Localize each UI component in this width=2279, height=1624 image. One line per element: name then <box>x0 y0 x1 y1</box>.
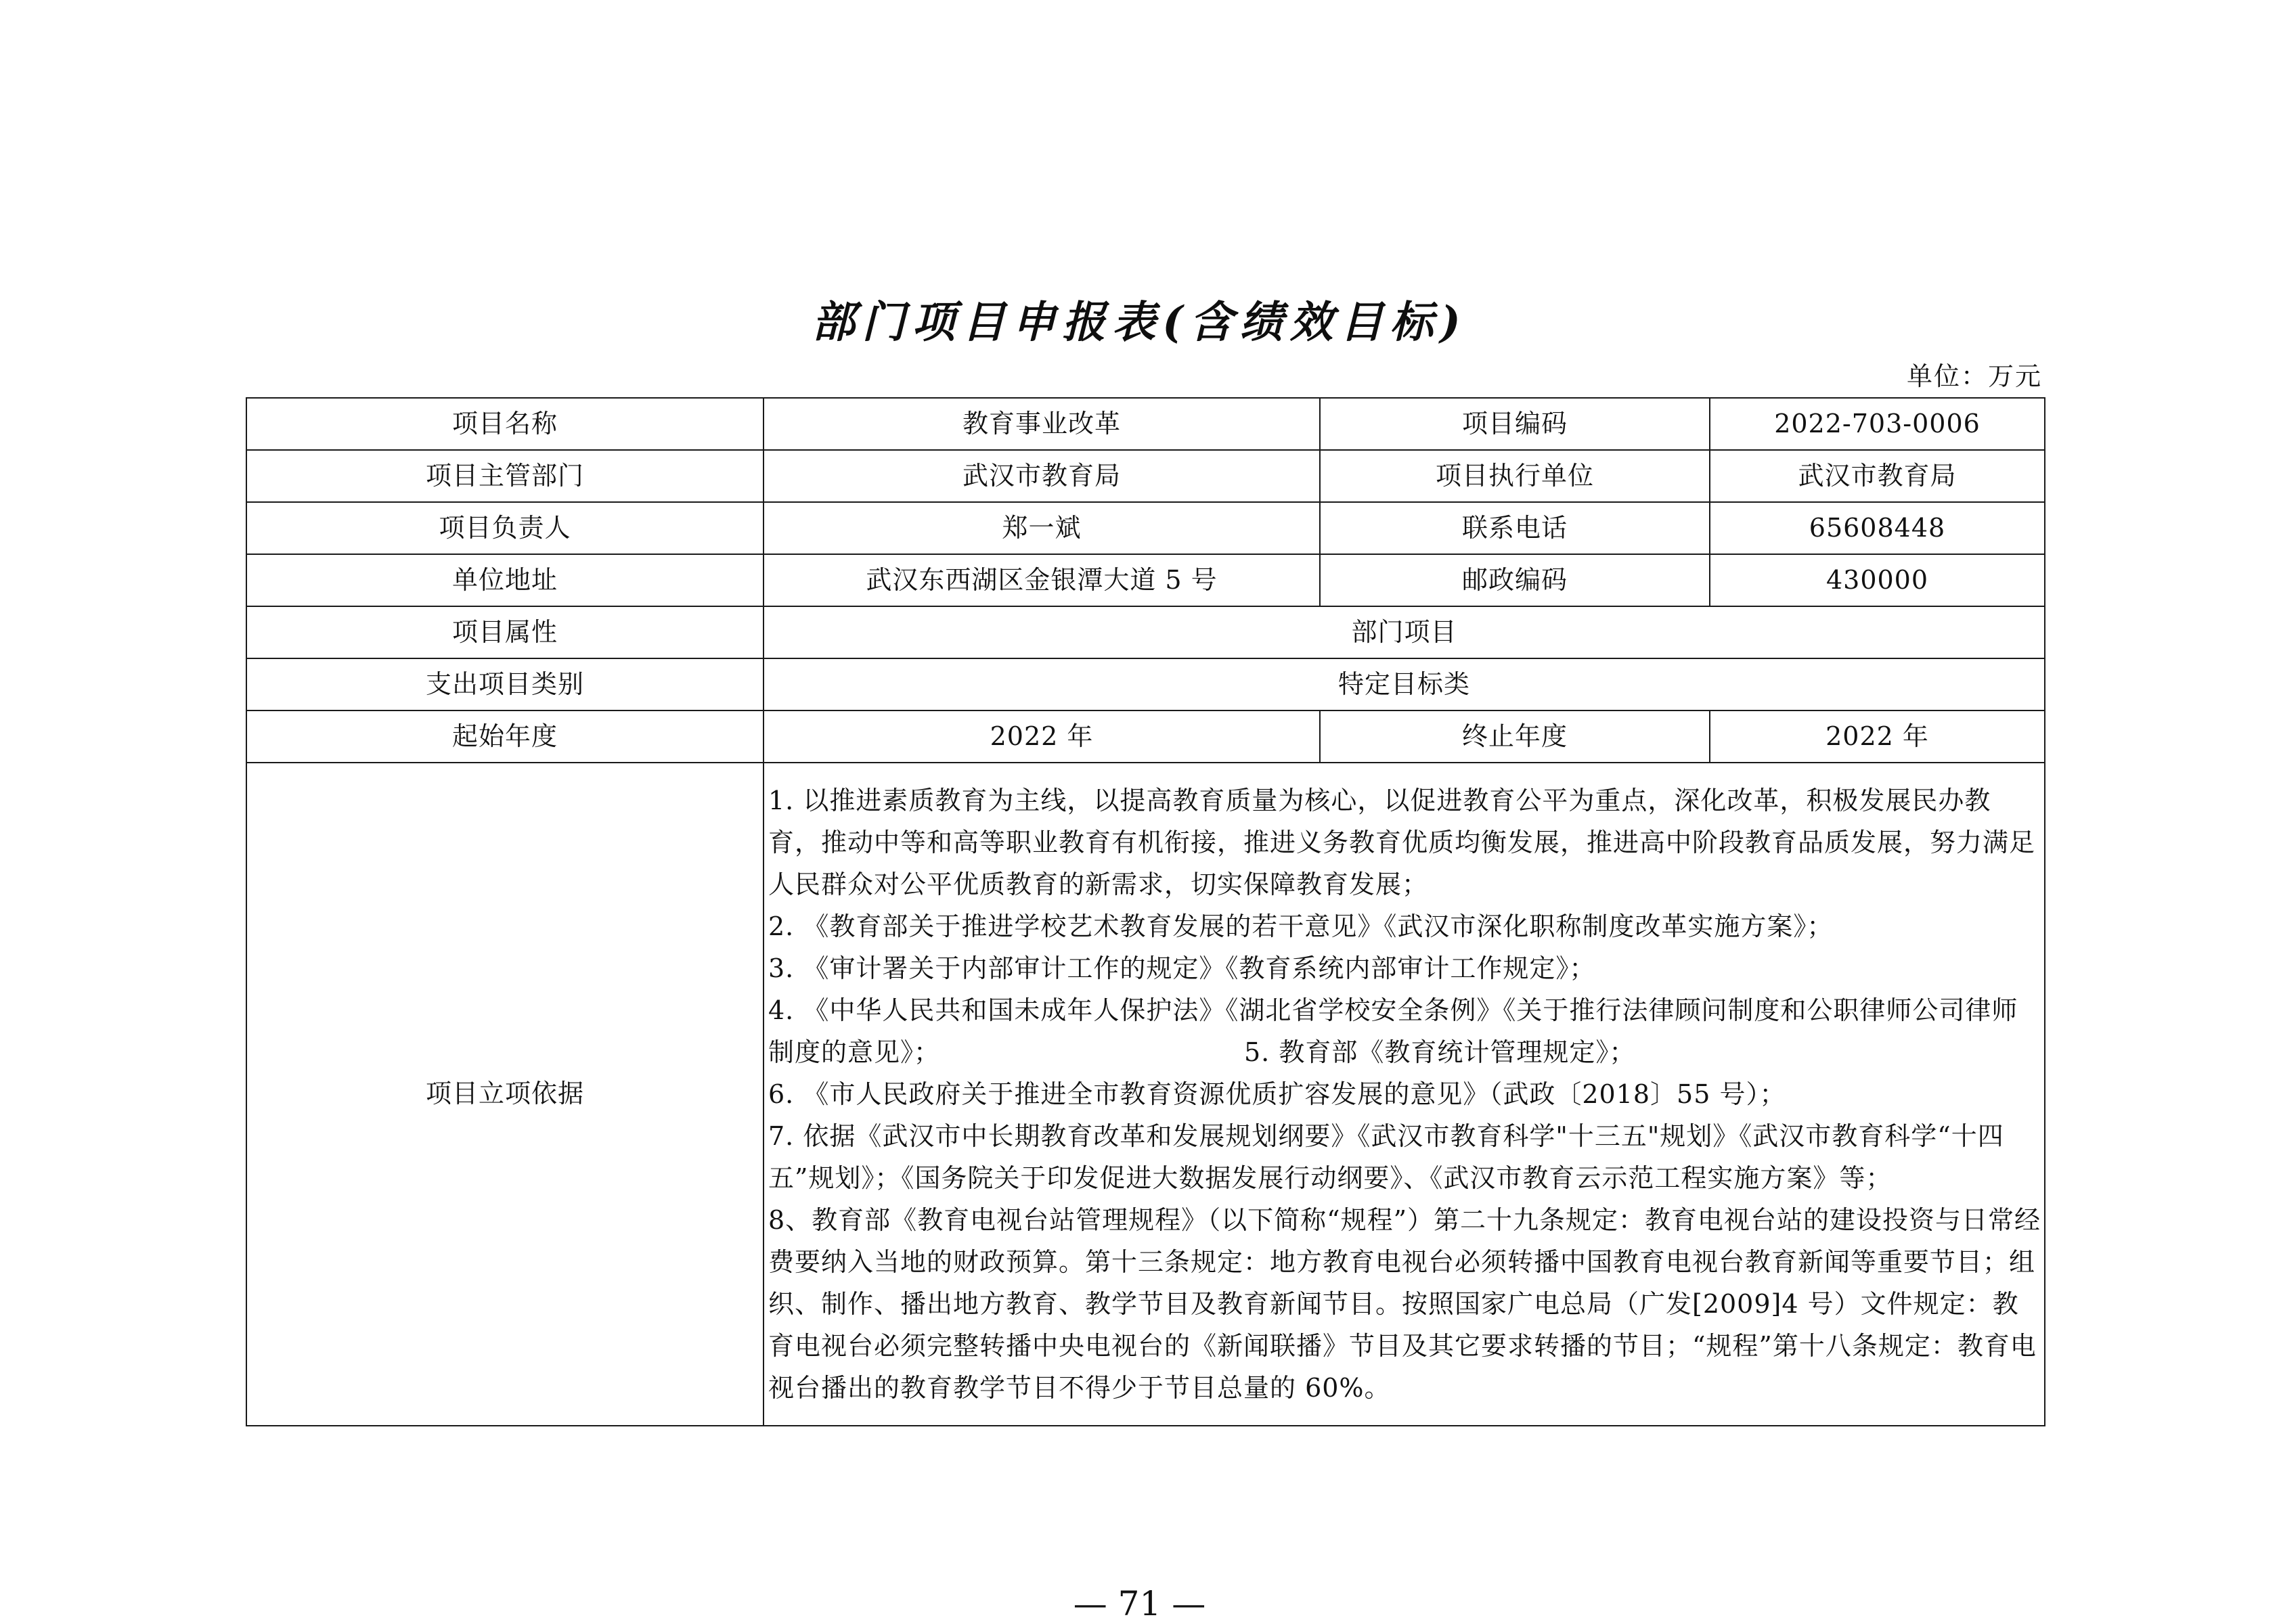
project-code-value: 2022-703-0006 <box>1710 398 2045 450</box>
start-year-value: 2022 年 <box>764 710 1320 763</box>
basis-item-4-5: 4. 《中华人民共和国未成年人保护法》《湖北省学校安全条例》《关于推行法律顾问制度和公职律师公司律师制度的意见》； 5. 教育部《教育统计管理规定》； <box>768 995 2018 1067</box>
basis-item-6: 6. 《市人民政府关于推进全市教育资源优质扩容发展的意见》（武政〔2018〕55 号）； <box>768 1079 1786 1109</box>
table-row <box>246 658 2045 710</box>
project-name-value: 教育事业改革 <box>764 398 1320 450</box>
table-row <box>246 398 2045 450</box>
basis-item-1: 1. 以推进素质教育为主线，以提高教育质量为核心，以促进教育公平为重点，深化改革，积极发展民办教育，推动中等和高等职业教育有机衔接，推进义务教育优质均衡发展，推进高中阶段教育品质发展，努力满足人民群众对公平优质教育的新需求，切实保障教育发展； <box>768 786 2036 899</box>
category-value: 特定目标类 <box>764 658 2045 710</box>
address-value: 武汉东西湖区金银潭大道 5 号 <box>764 554 1320 606</box>
postcode-value: 430000 <box>1710 554 2045 606</box>
exec-unit-value: 武汉市教育局 <box>1710 450 2045 502</box>
unit-label: 单位：万元 <box>1906 361 2042 391</box>
person-value: 郑一斌 <box>764 502 1320 554</box>
table-row <box>246 502 2045 554</box>
end-year-value: 2022 年 <box>1710 710 2045 763</box>
start-year-label: 起始年度 <box>246 710 764 763</box>
project-code-label: 项目编码 <box>1320 398 1710 450</box>
attribute-value: 部门项目 <box>764 606 2045 658</box>
table-row <box>246 763 2045 1426</box>
project-application-table <box>246 397 2045 1426</box>
basis-item-2: 2. 《教育部关于推进学校艺术教育发展的若干意见》《武汉市深化职称制度改革实施方案》； <box>768 911 1834 941</box>
phone-label: 联系电话 <box>1320 502 1710 554</box>
attribute-label: 项目属性 <box>246 606 764 658</box>
table-row <box>246 710 2045 763</box>
page-number: — 71 — <box>1073 1584 1206 1623</box>
address-label: 单位地址 <box>246 554 764 606</box>
basis-content <box>764 763 2045 1426</box>
postcode-label: 邮政编码 <box>1320 554 1710 606</box>
phone-value: 65608448 <box>1710 502 2045 554</box>
basis-item-7: 7. 依据《武汉市中长期教育改革和发展规划纲要》《武汉市教育科学"十三五"规划》《武汉市教育科学“十四五”规划》；《国务院关于印发促进大数据发展行动纲要》、《武汉市教育云示范工程实施方案》等； <box>768 1121 2004 1193</box>
person-label: 项目负责人 <box>246 502 764 554</box>
table-row <box>246 450 2045 502</box>
basis-label: 项目立项依据 <box>246 763 764 1426</box>
table-row <box>246 554 2045 606</box>
category-label: 支出项目类别 <box>246 658 764 710</box>
dept-value: 武汉市教育局 <box>764 450 1320 502</box>
exec-unit-label: 项目执行单位 <box>1320 450 1710 502</box>
end-year-label: 终止年度 <box>1320 710 1710 763</box>
dept-label: 项目主管部门 <box>246 450 764 502</box>
table-row <box>246 606 2045 658</box>
basis-item-3: 3. 《审计署关于内部审计工作的规定》《教育系统内部审计工作规定》； <box>768 953 1596 983</box>
project-name-label: 项目名称 <box>246 398 764 450</box>
form-title: 部门项目申报表(含绩效目标) <box>812 297 1467 348</box>
basis-item-8: 8、教育部《教育电视台站管理规程》（以下简称“规程”）第二十九条规定：教育电视台站的建设投资与日常经费要纳入当地的财政预算。第十三条规定：地方教育电视台必须转播中国教育电视台教育新闻等重要节目；组织、制作、播出地方教育、教学节目及教育新闻节目。按照国家广电总局（广发[2009]4 号）文件规定：教育电视台必须完整转播中央电视台的《新闻联播》节目及其它要求转播的节目；“规程”第十八条规定：教育电视台播出的教育教学节目不得少于节目总量的 60%。 <box>768 1205 2041 1403</box>
